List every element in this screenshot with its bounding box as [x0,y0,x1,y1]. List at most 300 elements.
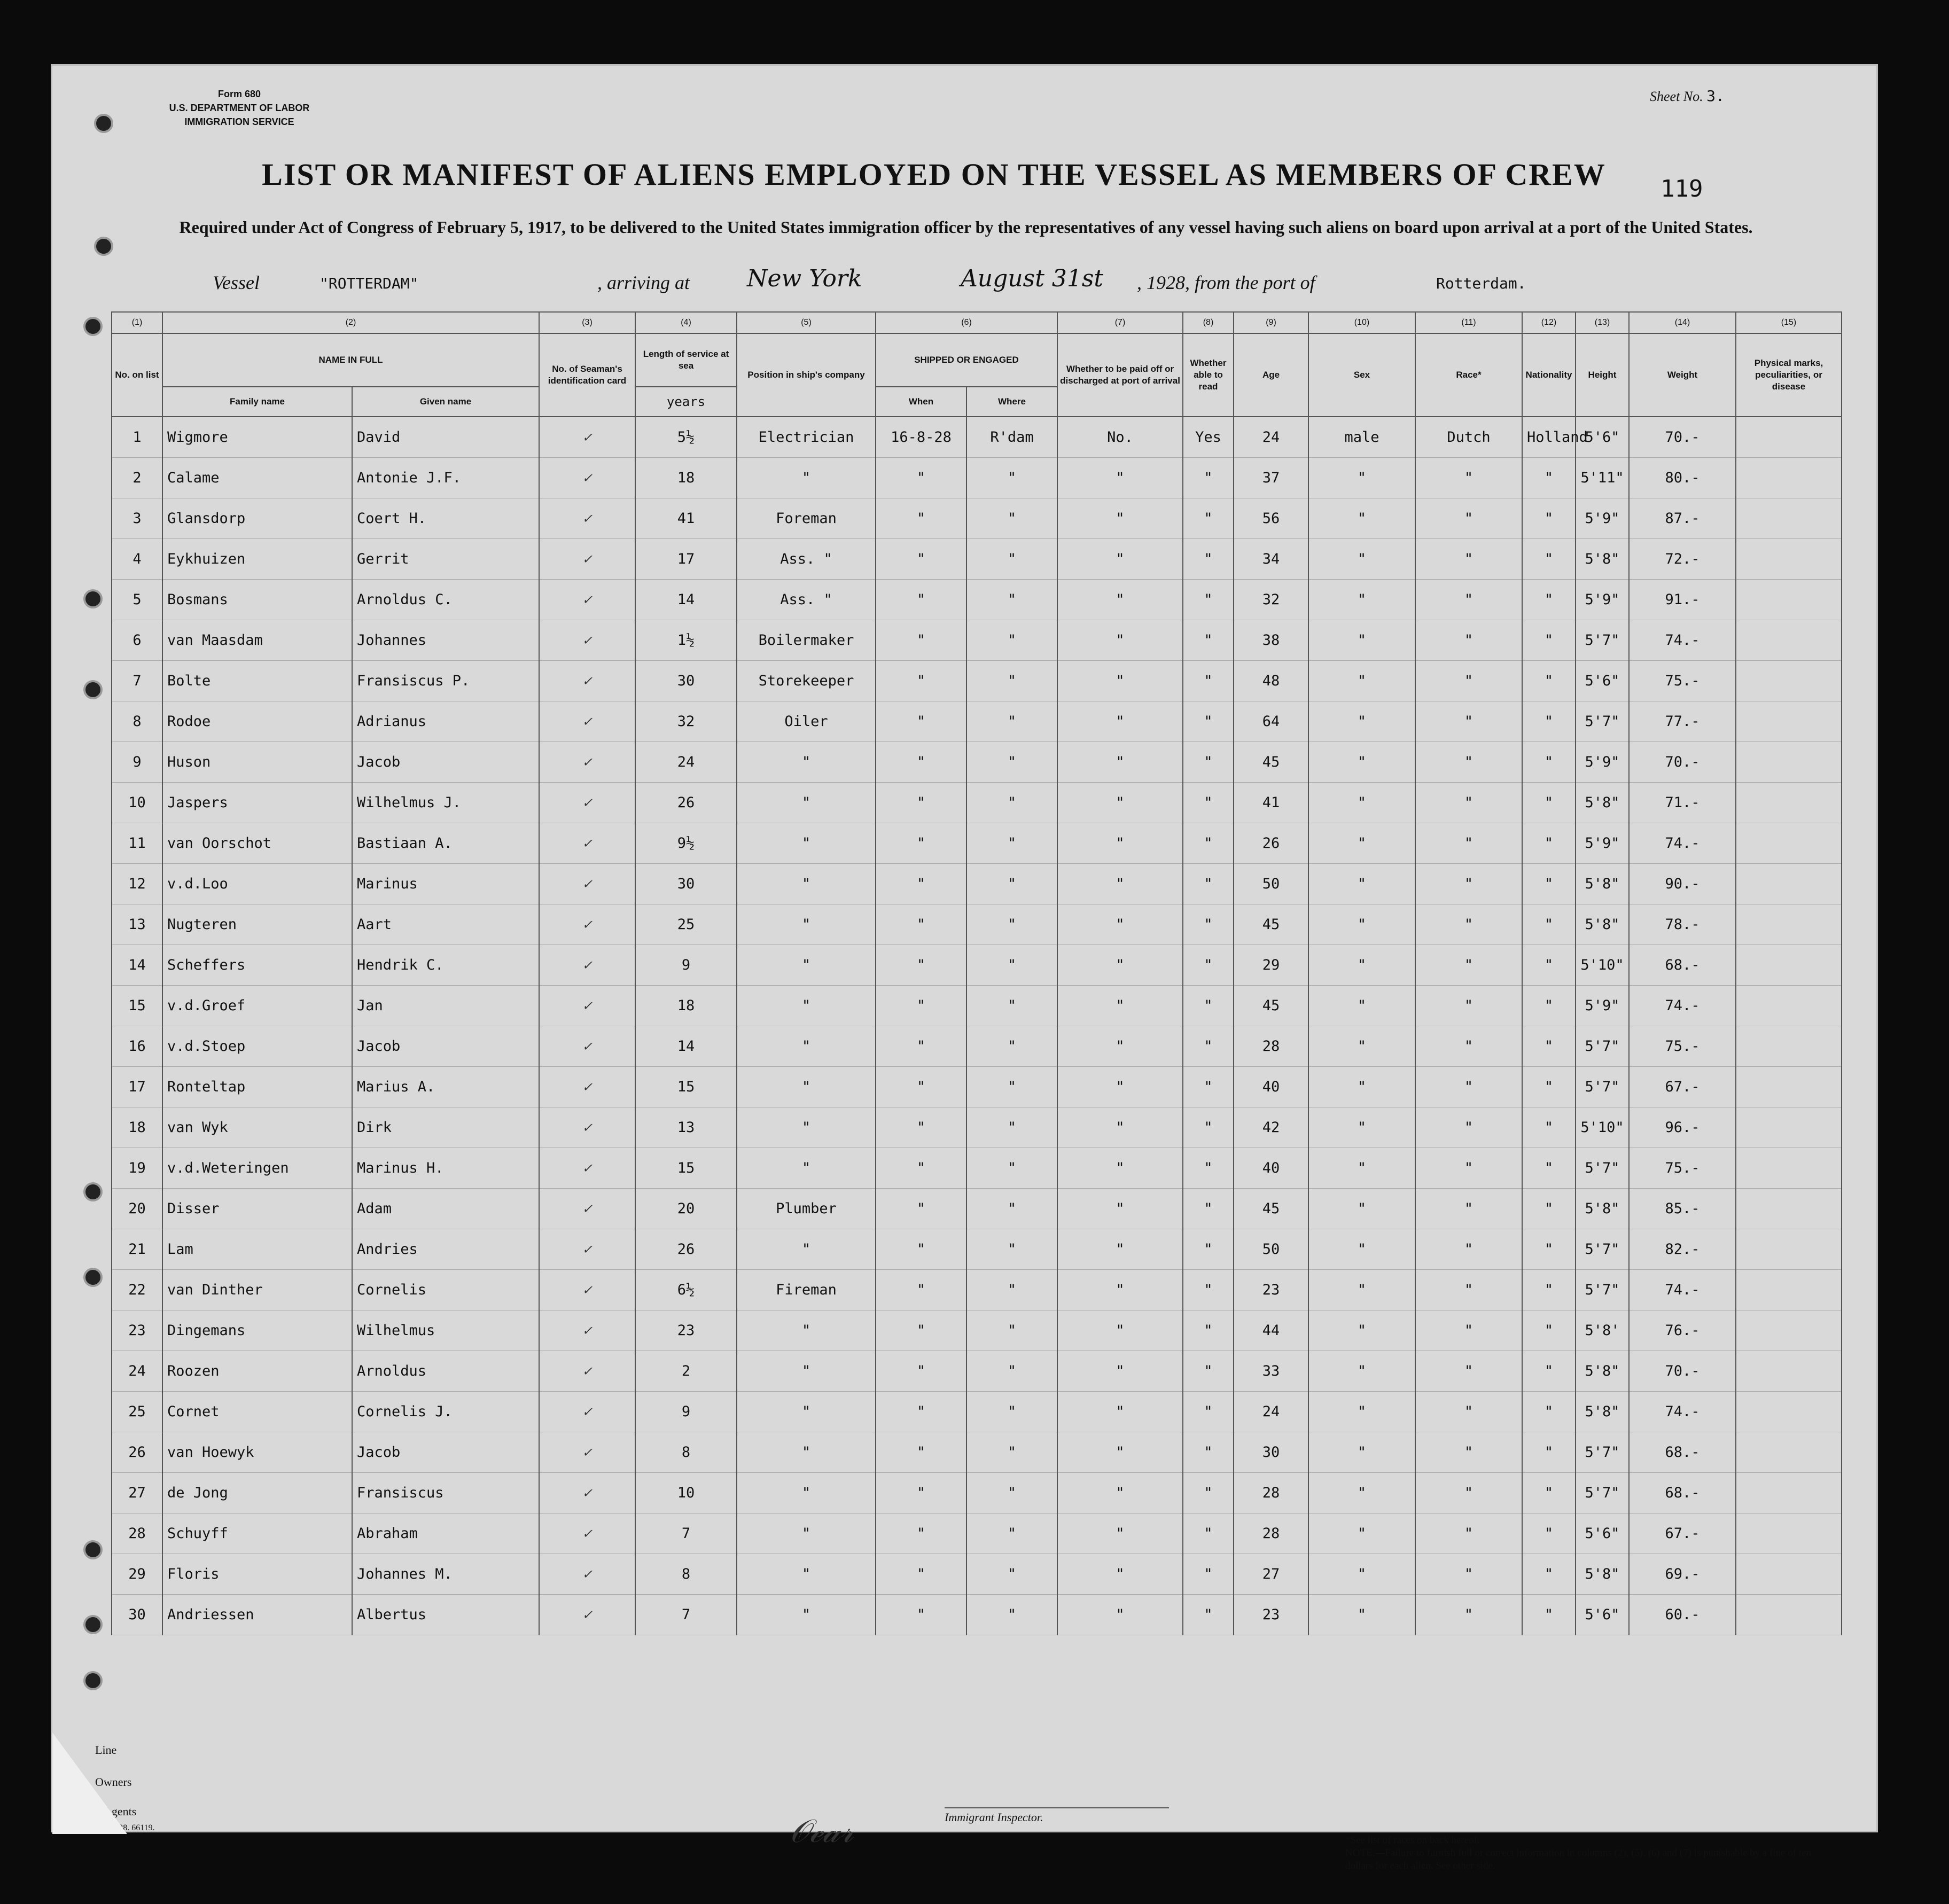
seaman-id-check: ✓ [539,1148,635,1189]
able-to-read: " [1183,661,1234,701]
nationality: " [1522,458,1576,498]
race: " [1415,1310,1522,1351]
table-row [112,1229,1842,1270]
race: " [1415,1392,1522,1432]
table-row [112,1473,1842,1513]
given-name: Fransiscus [352,1473,539,1513]
family-name: Nugteren [162,904,352,945]
position: " [737,1513,876,1554]
physical-marks [1736,945,1842,986]
shipped-when: " [876,1026,966,1067]
family-name: Rodoe [162,701,352,742]
given-name: Aart [352,904,539,945]
race: " [1415,1351,1522,1392]
family-name: Huson [162,742,352,783]
physical-marks [1736,1554,1842,1595]
shipped-where: " [966,1148,1057,1189]
race: " [1415,904,1522,945]
family-name: Cornet [162,1392,352,1432]
position: " [737,904,876,945]
able-to-read: " [1183,1148,1234,1189]
family-name: Scheffers [162,945,352,986]
race: " [1415,1229,1522,1270]
row-number: 12 [112,864,162,904]
paid-off: " [1057,742,1183,783]
family-name: v.d.Loo [162,864,352,904]
print-code: S-28. 66119. [111,1823,155,1832]
shipped-when: " [876,1554,966,1595]
position: " [737,1432,876,1473]
sex: " [1308,1392,1415,1432]
table-row [112,1107,1842,1148]
sex: " [1308,1473,1415,1513]
shipped-where: " [966,783,1057,823]
physical-marks [1736,1148,1842,1189]
nationality: " [1522,620,1576,661]
physical-marks [1736,701,1842,742]
shipped-where: " [966,701,1057,742]
height: 5'8" [1576,1189,1629,1229]
shipped-where: " [966,1513,1057,1554]
service-years: 9 [635,945,737,986]
weight: 80.- [1629,458,1736,498]
shipped-where: " [966,1595,1057,1635]
shipped-where: " [966,1189,1057,1229]
sex: " [1308,498,1415,539]
col-num: (2) [162,312,539,333]
shipped-when: " [876,580,966,620]
weight: 69.- [1629,1554,1736,1595]
able-to-read: " [1183,783,1234,823]
nationality: " [1522,1392,1576,1432]
physical-marks [1736,1229,1842,1270]
height: 5'8" [1576,1351,1629,1392]
given-name: Albertus [352,1595,539,1635]
nationality: " [1522,661,1576,701]
shipped-when: " [876,498,966,539]
height: 5'8" [1576,783,1629,823]
paid-off: " [1057,661,1183,701]
nationality: " [1522,904,1576,945]
given-name: Andries [352,1229,539,1270]
col-num: (5) [737,312,876,333]
header-height: Height [1576,333,1629,417]
service-years: 23 [635,1310,737,1351]
able-to-read: Yes [1183,417,1234,458]
age: 24 [1234,417,1308,458]
paid-off: " [1057,783,1183,823]
height: 5'8" [1576,904,1629,945]
physical-marks [1736,1351,1842,1392]
able-to-read: " [1183,1270,1234,1310]
col-num: (12) [1522,312,1576,333]
shipped-where: " [966,1473,1057,1513]
service-years: 26 [635,1229,737,1270]
seaman-id-check: ✓ [539,1107,635,1148]
height: 5'6" [1576,417,1629,458]
header-where: Where [966,387,1057,417]
position: Boilermaker [737,620,876,661]
vessel-label: Vessel [213,272,260,293]
table-row [112,661,1842,701]
sex: " [1308,1351,1415,1392]
physical-marks [1736,1107,1842,1148]
paid-off: " [1057,1513,1183,1554]
able-to-read: " [1183,823,1234,864]
height: 5'6" [1576,1595,1629,1635]
sex: " [1308,986,1415,1026]
shipped-when: " [876,904,966,945]
position: " [737,945,876,986]
family-name: Calame [162,458,352,498]
race: " [1415,986,1522,1026]
paid-off: " [1057,945,1183,986]
nationality: " [1522,1148,1576,1189]
service-years: 30 [635,661,737,701]
shipped-where: " [966,1554,1057,1595]
nationality: " [1522,1351,1576,1392]
paid-off: " [1057,458,1183,498]
sex: " [1308,1026,1415,1067]
service-years: 9 [635,1392,737,1432]
able-to-read: " [1183,1595,1234,1635]
weight: 72.- [1629,539,1736,580]
given-name: Antonie J.F. [352,458,539,498]
race: " [1415,1554,1522,1595]
age: 30 [1234,1432,1308,1473]
nationality: " [1522,1229,1576,1270]
service-years: 10 [635,1473,737,1513]
physical-marks [1736,742,1842,783]
able-to-read: " [1183,1189,1234,1229]
given-name: Marinus [352,864,539,904]
height: 5'10" [1576,945,1629,986]
header-nationality: Nationality [1522,333,1576,417]
able-to-read: " [1183,1473,1234,1513]
given-name: Dirk [352,1107,539,1148]
family-name: v.d.Stoep [162,1026,352,1067]
physical-marks [1736,1310,1842,1351]
physical-marks [1736,1513,1842,1554]
table-row [112,1351,1842,1392]
header-row-1 [112,333,1842,387]
family-name: Schuyff [162,1513,352,1554]
position: " [737,1148,876,1189]
physical-marks [1736,1270,1842,1310]
age: 40 [1234,1148,1308,1189]
seaman-id-check: ✓ [539,1310,635,1351]
physical-marks [1736,1026,1842,1067]
weight: 75.- [1629,1148,1736,1189]
service-years: 7 [635,1513,737,1554]
table-row [112,1026,1842,1067]
nationality: " [1522,783,1576,823]
height: 5'8" [1576,864,1629,904]
shipped-where: " [966,945,1057,986]
paid-off: " [1057,1189,1183,1229]
height: 5'8" [1576,1392,1629,1432]
age: 29 [1234,945,1308,986]
col-num: (11) [1415,312,1522,333]
shipped-where: " [966,1270,1057,1310]
service-years: 6½ [635,1270,737,1310]
paid-off: " [1057,498,1183,539]
paid-off: " [1057,1310,1183,1351]
table-row [112,986,1842,1026]
row-number: 27 [112,1473,162,1513]
weight: 96.- [1629,1107,1736,1148]
race: " [1415,1148,1522,1189]
nationality: " [1522,580,1576,620]
position: " [737,1595,876,1635]
sex: " [1308,1595,1415,1635]
family-name: Bolte [162,661,352,701]
age: 28 [1234,1473,1308,1513]
age: 27 [1234,1554,1308,1595]
seaman-id-check: ✓ [539,1229,635,1270]
weight: 74.- [1629,620,1736,661]
inspector-label: Immigrant Inspector. [945,1807,1169,1824]
form-number: Form 680 [217,89,261,99]
weight: 85.- [1629,1189,1736,1229]
footer-note [1345,1834,1826,1872]
service-years: 5½ [635,417,737,458]
shipped-when: " [876,945,966,986]
table-row [112,580,1842,620]
shipped-where: " [966,742,1057,783]
service-years: 30 [635,864,737,904]
weight: 68.- [1629,1432,1736,1473]
age: 50 [1234,1229,1308,1270]
height: 5'10" [1576,1107,1629,1148]
weight: 74.- [1629,1392,1736,1432]
weight: 70.- [1629,742,1736,783]
height: 5'9" [1576,823,1629,864]
able-to-read: " [1183,1432,1234,1473]
sex: " [1308,1229,1415,1270]
given-name: Jacob [352,1432,539,1473]
vessel-line [213,265,1815,303]
shipped-where: " [966,1351,1057,1392]
nationality: " [1522,1107,1576,1148]
shipped-when: " [876,701,966,742]
height: 5'9" [1576,742,1629,783]
row-number: 20 [112,1189,162,1229]
able-to-read: " [1183,986,1234,1026]
height: 5'6" [1576,661,1629,701]
paid-off: " [1057,1595,1183,1635]
table-row [112,1067,1842,1107]
age: 23 [1234,1270,1308,1310]
height: 5'7" [1576,620,1629,661]
position: " [737,1310,876,1351]
col-num: (8) [1183,312,1234,333]
height: 5'9" [1576,580,1629,620]
weight: 91.- [1629,580,1736,620]
table-row [112,1432,1842,1473]
age: 28 [1234,1513,1308,1554]
sex: " [1308,458,1415,498]
family-name: Roozen [162,1351,352,1392]
position: Electrician [737,417,876,458]
able-to-read: " [1183,1351,1234,1392]
nationality: " [1522,945,1576,986]
row-number: 29 [112,1554,162,1595]
race: " [1415,1595,1522,1635]
punch-hole [83,1268,103,1287]
height: 5'7" [1576,701,1629,742]
height: 5'6" [1576,1513,1629,1554]
shipped-where: " [966,1026,1057,1067]
nationality: " [1522,701,1576,742]
age: 40 [1234,1067,1308,1107]
position: Ass. " [737,580,876,620]
sex: " [1308,945,1415,986]
service-years: 18 [635,458,737,498]
nationality: " [1522,1067,1576,1107]
sex: " [1308,580,1415,620]
physical-marks [1736,864,1842,904]
position: " [737,742,876,783]
race: " [1415,661,1522,701]
physical-marks [1736,986,1842,1026]
family-name: Disser [162,1189,352,1229]
row-number: 24 [112,1351,162,1392]
sheet-value: 3. [1706,87,1725,105]
header-sex: Sex [1308,333,1415,417]
arrival-date: August 31st [961,265,1104,292]
given-name: Marinus H. [352,1148,539,1189]
row-number: 3 [112,498,162,539]
weight: 76.- [1629,1310,1736,1351]
race: Dutch [1415,417,1522,458]
given-name: Gerrit [352,539,539,580]
weight: 74.- [1629,823,1736,864]
shipped-when: " [876,1595,966,1635]
able-to-read: " [1183,1554,1234,1595]
row-number: 2 [112,458,162,498]
family-name: Jaspers [162,783,352,823]
service-years: 32 [635,701,737,742]
header-able-read: Whether able to read [1183,333,1234,417]
position: " [737,864,876,904]
given-name: Johannes [352,620,539,661]
shipped-where: " [966,904,1057,945]
sex: " [1308,1554,1415,1595]
row-number: 19 [112,1148,162,1189]
service-years: 8 [635,1432,737,1473]
able-to-read: " [1183,701,1234,742]
given-name: Johannes M. [352,1554,539,1595]
age: 23 [1234,1595,1308,1635]
family-name: v.d.Groef [162,986,352,1026]
vessel-name: "ROTTERDAM" [319,275,419,292]
height: 5'9" [1576,986,1629,1026]
seaman-id-check: ✓ [539,620,635,661]
column-number-row [112,312,1842,333]
paid-off: " [1057,1026,1183,1067]
col-num: (15) [1736,312,1842,333]
col-num: (10) [1308,312,1415,333]
nationality: " [1522,1189,1576,1229]
table-row [112,1310,1842,1351]
seaman-id-check: ✓ [539,1392,635,1432]
nationality: " [1522,1432,1576,1473]
header-seaman-id: No. of Seaman's identification card [539,333,635,417]
sex: " [1308,904,1415,945]
shipped-where: " [966,1067,1057,1107]
shipped-when: " [876,1107,966,1148]
physical-marks [1736,1392,1842,1432]
nationality: " [1522,1310,1576,1351]
physical-marks [1736,498,1842,539]
row-number: 7 [112,661,162,701]
physical-marks [1736,1595,1842,1635]
age: 45 [1234,904,1308,945]
sex: " [1308,1189,1415,1229]
family-name: Dingemans [162,1310,352,1351]
race: " [1415,1107,1522,1148]
table-row [112,742,1842,783]
header-no-on-list: No. on list [112,333,162,417]
row-number: 21 [112,1229,162,1270]
given-name: Cornelis [352,1270,539,1310]
seaman-id-check: ✓ [539,1595,635,1635]
seaman-id-check: ✓ [539,986,635,1026]
able-to-read: " [1183,580,1234,620]
physical-marks [1736,580,1842,620]
seaman-id-check: ✓ [539,1513,635,1554]
able-to-read: " [1183,620,1234,661]
table-row [112,783,1842,823]
position: " [737,1351,876,1392]
position: " [737,1554,876,1595]
given-name: Marius A. [352,1067,539,1107]
shipped-where: " [966,661,1057,701]
row-number: 8 [112,701,162,742]
position: " [737,1229,876,1270]
punch-hole [83,589,103,608]
family-name: Ronteltap [162,1067,352,1107]
race: " [1415,1473,1522,1513]
age: 42 [1234,1107,1308,1148]
weight: 75.- [1629,1026,1736,1067]
shipped-where: " [966,458,1057,498]
shipped-when: 16-8-28 [876,417,966,458]
race: " [1415,539,1522,580]
arriving-port: New York [747,265,862,292]
physical-marks [1736,783,1842,823]
age: 45 [1234,986,1308,1026]
shipped-where: " [966,1229,1057,1270]
row-number: 9 [112,742,162,783]
paid-off: " [1057,986,1183,1026]
seaman-id-check: ✓ [539,1189,635,1229]
arriving-label: , arriving at [597,272,690,293]
seaman-id-check: ✓ [539,823,635,864]
col-num: (7) [1057,312,1183,333]
sex: " [1308,539,1415,580]
shipped-where: " [966,1432,1057,1473]
position: Storekeeper [737,661,876,701]
weight: 74.- [1629,1270,1736,1310]
table-row [112,1595,1842,1635]
given-name: Hendrik C. [352,945,539,986]
physical-marks [1736,1189,1842,1229]
punch-hole [83,680,103,699]
col-num: (4) [635,312,737,333]
page-title: LIST OR MANIFEST OF ALIENS EMPLOYED ON THE VESSEL AS MEMBERS OF CREW [262,157,1606,192]
